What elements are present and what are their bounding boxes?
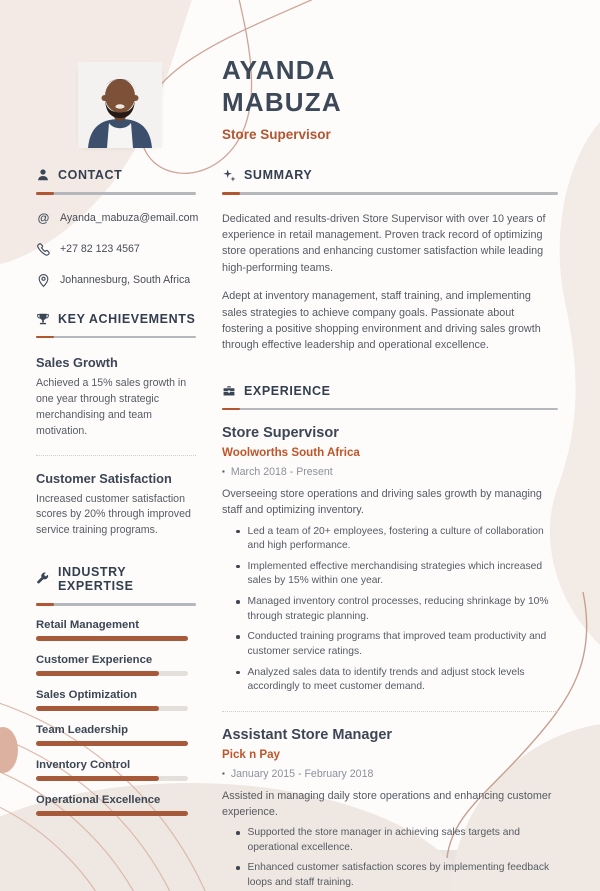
- experience-section-heading: [222, 384, 558, 398]
- job-bullet: Enhanced customer satisfaction scores by implementing feedback loops and staff training.: [236, 861, 558, 890]
- experience-entry: [222, 425, 558, 694]
- achievement-text: Achieved a 15% sales growth in one year through strategic merchandising and team motivation.: [36, 377, 187, 437]
- job-bullet: Managed inventory control processes, reducing shrinkage by 10% through strategic planning.: [236, 595, 558, 624]
- experience-divider: [222, 711, 558, 712]
- skill-bar-fill: [36, 741, 188, 746]
- skill-bar-track: [36, 741, 188, 746]
- skill-item: [36, 689, 196, 711]
- phone-icon: [36, 242, 51, 257]
- job-bullet: Led a team of 20+ employees, fostering a culture of collaboration and high performance.: [236, 525, 558, 554]
- summary-section-heading: [222, 168, 558, 182]
- bullet-dot-icon: [236, 831, 240, 835]
- skill-bar-fill: [36, 671, 159, 676]
- skill-item: [36, 794, 196, 816]
- skill-label: Retail Management: [36, 618, 139, 631]
- skill-bar-track: [36, 776, 188, 781]
- job-company: Woolworths South Africa: [222, 446, 360, 460]
- expertise-heading-rule: [36, 603, 196, 606]
- job-bullet-list: [222, 826, 558, 890]
- wrench-icon: [36, 572, 50, 586]
- sparkle-icon: [222, 168, 236, 182]
- candidate-name: [222, 54, 562, 118]
- summary-paragraph: Adept at inventory management, staff training, and implementing sales strategies to achieve company goals. Passionate about fostering a positive shopping environment and driving sales growth through effective leadership and operational excellence.: [222, 290, 541, 352]
- contact-section-heading: [36, 168, 196, 182]
- job-dates: [222, 466, 558, 478]
- at-icon: @: [37, 211, 50, 225]
- skill-label: Team Leadership: [36, 723, 129, 736]
- summary-heading-rule: [222, 192, 558, 195]
- skill-bar-fill: [36, 636, 188, 641]
- achievements-divider: [36, 455, 196, 456]
- skill-bar-track: [36, 811, 188, 816]
- achievement-title: Customer Satisfaction: [36, 470, 172, 486]
- skill-label: Customer Experience: [36, 653, 153, 666]
- expertise-heading-label: INDUSTRY EXPERTISE: [58, 565, 134, 594]
- job-title: Store Supervisor: [222, 425, 339, 442]
- expertise-section-heading: [36, 565, 196, 593]
- experience-heading-label: EXPERIENCE: [244, 383, 331, 398]
- skill-bar-fill: [36, 776, 159, 781]
- skill-item: [36, 619, 196, 641]
- experience-entry: [222, 727, 558, 891]
- location-value: Johannesburg, South Africa: [60, 274, 191, 286]
- trophy-icon: [36, 312, 50, 326]
- achievement-item: [36, 471, 196, 540]
- right-column: [222, 168, 558, 891]
- bullet-dot-icon: [236, 635, 240, 639]
- profile-photo: [78, 62, 162, 148]
- job-dates-text: January 2015 - February 2018: [230, 767, 374, 780]
- name-line-2: MABUZA: [222, 87, 342, 118]
- job-bullet-list: [222, 525, 558, 695]
- email-value: Ayanda_mabuza@email.com: [60, 212, 199, 224]
- left-column: [36, 168, 199, 816]
- bullet-dot-icon: [236, 530, 240, 534]
- achievement-item: [36, 355, 196, 440]
- job-bullet: Analyzed sales data to identify trends and adjust stock levels accordingly to meet customer demand.: [236, 666, 558, 695]
- summary-heading-label: SUMMARY: [244, 168, 313, 182]
- job-bullet: Conducted training programs that improved team productivity and customer service ratings.: [236, 630, 558, 659]
- achievements-section-heading: [36, 312, 196, 326]
- skill-bar-track: [36, 671, 188, 676]
- skill-bar-fill: [36, 811, 188, 816]
- candidate-title: Store Supervisor: [222, 127, 331, 143]
- person-icon: [36, 168, 50, 182]
- job-company: Pick n Pay: [222, 747, 281, 761]
- skill-label: Operational Excellence: [36, 793, 161, 806]
- contact-item-email: [36, 211, 199, 226]
- bullet-dot-icon: [236, 866, 240, 870]
- location-icon: [36, 273, 51, 288]
- skill-label: Inventory Control: [36, 758, 131, 771]
- contact-item-location: [36, 273, 196, 288]
- bullet-dot-icon: [236, 565, 240, 569]
- contact-item-phone: [36, 242, 196, 257]
- bullet-dot-icon: [236, 671, 240, 675]
- job-title: Assistant Store Manager: [222, 726, 393, 743]
- bullet-dot-icon: [236, 600, 240, 604]
- skill-item: [36, 724, 196, 746]
- skill-label: Sales Optimization: [36, 688, 138, 701]
- skill-item: [36, 759, 196, 781]
- experience-heading-rule: [222, 408, 558, 411]
- skill-bar-fill: [36, 706, 159, 711]
- job-dates: [222, 768, 558, 780]
- skill-bar-track: [36, 636, 188, 641]
- job-bullet: Implemented effective merchandising strategies which increased sales by 15% within one year.: [236, 560, 558, 589]
- phone-value: +27 82 123 4567: [60, 243, 140, 255]
- job-bullet: Supported the store manager in achieving sales targets and operational excellence.: [236, 826, 558, 855]
- job-dates-text: March 2018 - Present: [230, 466, 333, 479]
- portrait-illustration: [78, 62, 162, 148]
- achievements-heading-label: KEY ACHIEVEMENTS: [58, 311, 196, 326]
- contact-list: [36, 211, 199, 288]
- contact-heading-rule: [36, 192, 196, 195]
- skill-bar-track: [36, 706, 188, 711]
- skill-item: [36, 654, 196, 676]
- calendar-icon: ▪: [222, 467, 225, 477]
- achievement-title: Sales Growth: [36, 355, 118, 370]
- briefcase-icon: [222, 384, 236, 398]
- name-line-1: AYANDA: [222, 55, 336, 85]
- job-description: Assisted in managing daily store operations and enhancing customer experience.: [222, 789, 552, 818]
- calendar-icon: ▪: [222, 768, 225, 778]
- contact-heading-label: CONTACT: [58, 168, 123, 182]
- summary-paragraph: Dedicated and results-driven Store Supervisor with over 10 years of experience in retail management. Proven track record of optimizing store operations and enhancing customer satisfaction while leading high-performing teams.: [222, 212, 546, 274]
- job-description: Overseeing store operations and driving sales growth by managing staff and optimizing inventory.: [222, 488, 542, 517]
- achievement-text: Increased customer satisfaction scores by 20% through improved service training programs.: [36, 492, 191, 537]
- achievements-heading-rule: [36, 336, 196, 339]
